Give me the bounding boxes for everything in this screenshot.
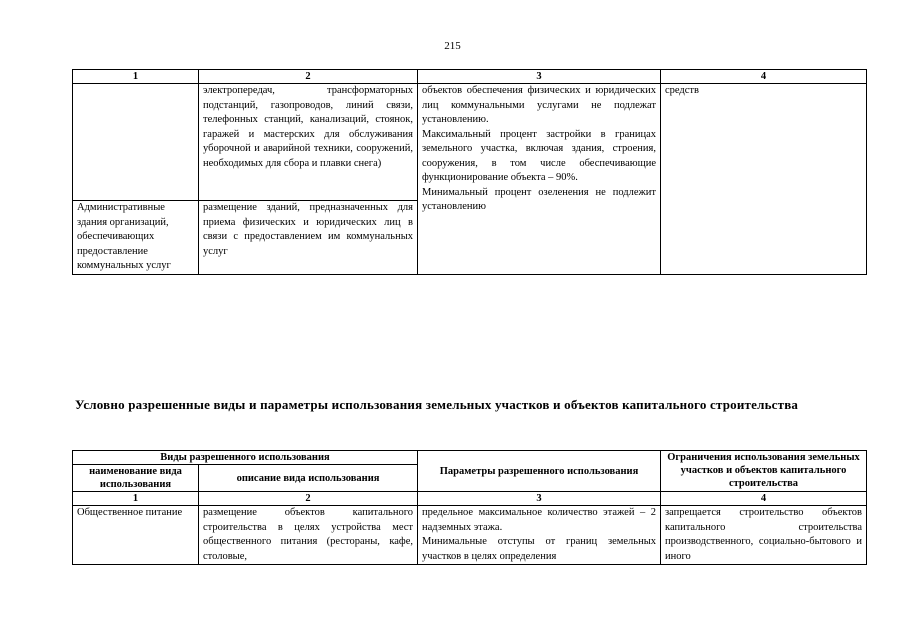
param-text-2: Максимальный процент застройки в границах земельного участка, включая здания, строения, сооружения, в том числе обеспечивающие функционирование объекта – 90%. bbox=[422, 128, 656, 183]
table-continued bbox=[72, 69, 867, 275]
col-number-2: 2 bbox=[199, 70, 418, 84]
col-number-3: 3 bbox=[418, 70, 661, 84]
param-text-2: Минимальные отступы от границ земельных участков в целях определения bbox=[422, 536, 657, 562]
cell-description: размещение зданий, предназначенных для приема физических и юридических лиц в связи с предоставлением им коммунальных услуг bbox=[199, 201, 418, 275]
header-description: описание вида использования bbox=[199, 465, 418, 492]
col-number-3: 3 bbox=[418, 492, 661, 506]
col-number-2: 2 bbox=[199, 492, 418, 506]
cell-parameters bbox=[418, 84, 661, 275]
header-row bbox=[73, 451, 867, 465]
table-conditional-uses bbox=[72, 450, 867, 565]
table-row bbox=[73, 506, 867, 565]
col-number-4: 4 bbox=[661, 492, 867, 506]
header-name: наименование вида использования bbox=[73, 465, 199, 492]
cell-name: Административные здания организаций, обеспечивающих предоставление коммунальных услуг bbox=[73, 201, 199, 275]
col-number-1: 1 bbox=[73, 70, 199, 84]
cell-name: Общественное питание bbox=[73, 506, 199, 565]
page-number: 215 bbox=[444, 40, 461, 52]
table-row bbox=[73, 84, 867, 201]
column-number-row bbox=[73, 492, 867, 506]
header-restrictions: Ограничения использования земельных участков и объектов капитального строительства bbox=[661, 451, 867, 492]
column-number-row bbox=[73, 70, 867, 84]
param-text-1: предельное максимальное количество этажей – 2 надземных этажа. bbox=[422, 507, 657, 533]
cell-description: размещение объектов капитального строительства в целях устройства мест общественного питания (рестораны, кафе, столовые, bbox=[199, 506, 418, 565]
param-text-3: Минимальный процент озеленения не подлежит установлению bbox=[422, 186, 656, 212]
cell-restrictions: средств bbox=[661, 84, 867, 275]
cell-name bbox=[73, 84, 199, 201]
cell-restrictions: запрещается строительство объектов капитального строительства производственного, социально-бытового и иного bbox=[661, 506, 867, 565]
col-number-4: 4 bbox=[661, 70, 867, 84]
header-params: Параметры разрешенного использования bbox=[418, 451, 661, 492]
param-text-1: объектов обеспечения физических и юридических лиц коммунальными услугами не подлежат установлению. bbox=[422, 85, 656, 125]
header-group: Виды разрешенного использования bbox=[73, 451, 418, 465]
section-title: Условно разрешенные виды и параметры использования земельных участков и объектов капитального строительства bbox=[75, 397, 799, 412]
cell-parameters bbox=[418, 506, 661, 565]
cell-description: электропередач, трансформаторных подстанций, газопроводов, линий связи, телефонных станций, канализаций, стоянок, гаражей и мастерских для обслуживания уборочной и аварийной техники, сооружений, необходимых для сбора и плавки снега) bbox=[199, 84, 418, 201]
col-number-1: 1 bbox=[73, 492, 199, 506]
